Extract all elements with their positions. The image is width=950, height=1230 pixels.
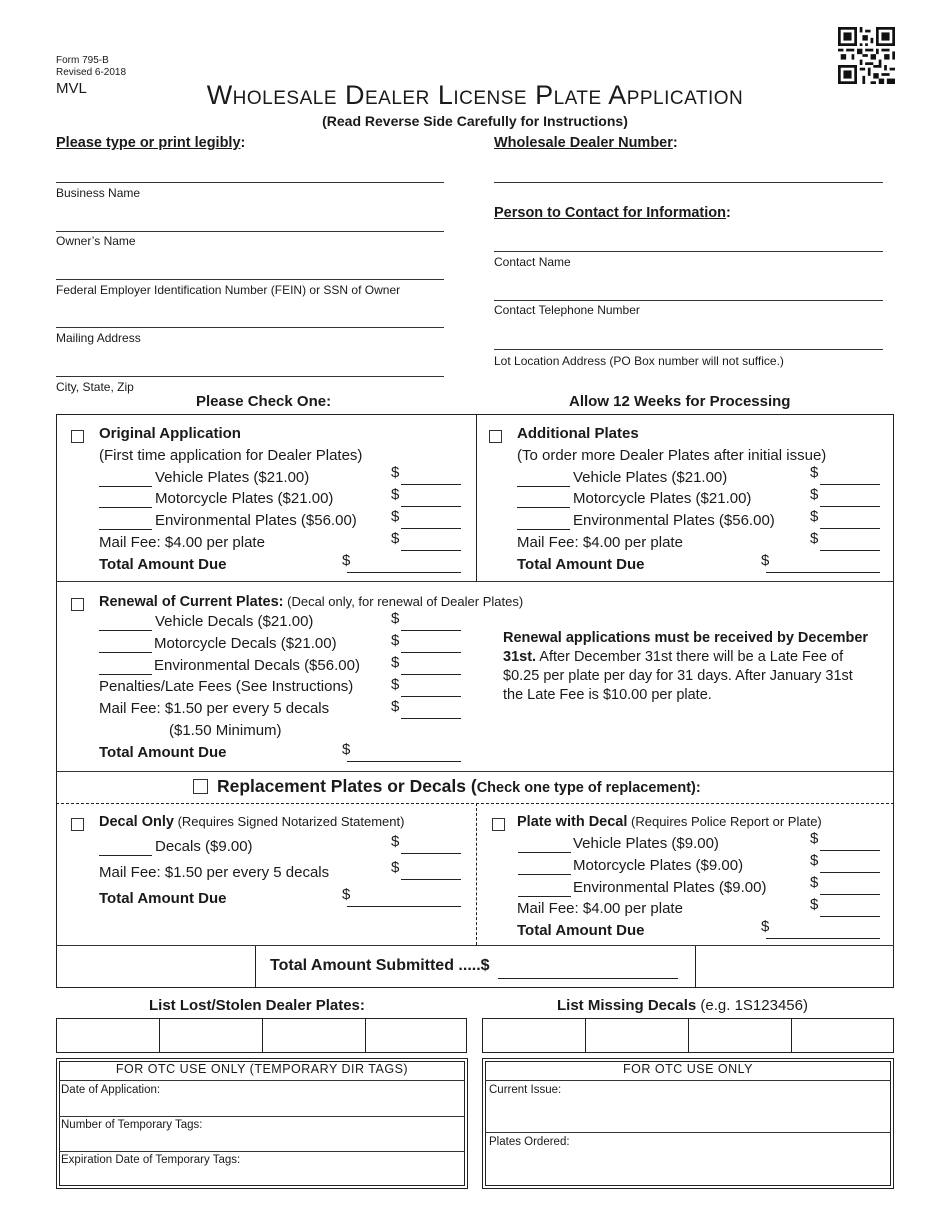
additional-item: Motorcycle Plates ($21.00) [573,490,752,507]
divider [695,946,696,987]
decal-only-mail-fee: Mail Fee: $1.50 per every 5 decals [99,864,330,881]
contact-name-line[interactable] [494,251,883,252]
original-application-checkbox[interactable] [71,430,84,443]
total-submitted-line[interactable] [498,978,678,979]
renewal-penalties: Penalties/Late Fees (See Instructions) [99,678,354,695]
renewal-item: Vehicle Decals ($21.00) [155,613,314,630]
additional-item: Environmental Plates ($56.00) [573,512,775,529]
date-of-application-label: Date of Application: [61,1084,161,1096]
owner-name-label: Owner’s Name [56,234,136,248]
amount-line[interactable] [401,853,461,854]
total-amount-line[interactable] [766,938,880,939]
dollar-sign: $ [761,918,770,935]
number-temp-tags-label: Number of Temporary Tags: [61,1119,203,1131]
divider [476,414,477,582]
dollar-sign: $ [391,698,400,715]
dollar-sign: $ [810,896,819,913]
amount-line[interactable] [401,528,461,529]
fein-line[interactable] [56,279,444,280]
additional-item: Vehicle Plates ($21.00) [573,469,728,486]
dollar-sign: $ [342,552,351,569]
plates-ordered-label: Plates Ordered: [489,1136,570,1148]
additional-total-label: Total Amount Due [517,556,645,573]
original-total-label: Total Amount Due [99,556,227,573]
divider [485,1080,891,1081]
amount-line[interactable] [401,674,461,675]
divider [255,946,256,987]
qty-line[interactable] [518,896,571,897]
dollar-sign: $ [391,859,400,876]
divider [56,771,894,772]
original-item: Environmental Plates ($56.00) [155,512,357,529]
contact-name-label: Contact Name [494,255,571,269]
qty-line[interactable] [99,630,152,631]
total-amount-line[interactable] [347,761,461,762]
dollar-sign: $ [810,486,819,503]
owner-name-line[interactable] [56,231,444,232]
renewal-notice: Renewal applications must be received by December 31st. After December 31st there will be a Late Fee of $0.25 per plate per day for 31 days. After January 31st the Late Fee is $10.00 per plate. [503,630,869,703]
qty-line[interactable] [517,507,570,508]
original-mail-fee: Mail Fee: $4.00 per plate [99,534,265,551]
renewal-item: Environmental Decals ($56.00) [154,657,360,674]
qty-line[interactable] [517,486,570,487]
divider [262,1018,263,1053]
contact-phone-label: Contact Telephone Number [494,303,640,317]
dollar-sign: $ [391,464,400,481]
dollar-sign: $ [810,830,819,847]
dollar-sign: $ [810,464,819,481]
divider [59,1080,465,1081]
divider [688,1018,689,1053]
amount-line[interactable] [820,528,880,529]
amount-line[interactable] [401,484,461,485]
missing-decal-input[interactable] [692,1025,787,1047]
dealer-number-line[interactable] [494,182,883,183]
lost-plate-input[interactable] [369,1025,464,1047]
dollar-sign: $ [810,852,819,869]
dollar-sign: $ [810,874,819,891]
dealer-number-heading: Wholesale Dealer Number: [494,135,678,151]
qty-line[interactable] [99,486,152,487]
plate-with-decal-checkbox[interactable] [492,818,505,831]
divider [56,945,894,946]
total-submitted-label: Total Amount Submitted .....$ [270,957,490,974]
dollar-sign: $ [391,632,400,649]
qty-line[interactable] [518,874,571,875]
replacement-checkbox[interactable] [193,779,208,794]
qty-line[interactable] [518,852,571,853]
plate-with-decal-total-label: Total Amount Due [517,922,645,939]
decal-only-total-label: Total Amount Due [99,890,227,907]
amount-line[interactable] [820,550,880,551]
amount-line[interactable] [401,879,461,880]
renewal-checkbox[interactable] [71,598,84,611]
page-subtitle: (Read Reverse Side Carefully for Instructions) [322,113,628,129]
original-title: Original Application [99,425,241,442]
dollar-sign: $ [391,530,400,547]
contact-phone-line[interactable] [494,300,883,301]
original-desc: (First time application for Dealer Plates) [99,447,363,464]
lot-address-label: Lot Location Address (PO Box number will not suffice.) [494,354,784,368]
dollar-sign: $ [391,486,400,503]
replacement-title: Replacement Plates or Decals (Check one type of replacement): [217,776,701,796]
decal-only-checkbox[interactable] [71,818,84,831]
lot-address-line[interactable] [494,349,883,350]
divider [159,1018,160,1053]
form-number: Form 795-B [56,55,109,66]
qty-line[interactable] [99,529,152,530]
form-revised: Revised 6-2018 [56,67,127,78]
agency-label: MVL [56,80,87,97]
amount-line[interactable] [401,696,461,697]
missing-decals-heading: List Missing Decals (e.g. 1S123456) [557,997,808,1014]
processing-note: Allow 12 Weeks for Processing [569,393,791,410]
plate-with-decal-item: Vehicle Plates ($9.00) [573,835,719,852]
amount-line[interactable] [820,872,880,873]
renewal-total-label: Total Amount Due [99,744,227,761]
amount-line[interactable] [401,550,461,551]
total-amount-line[interactable] [347,572,461,573]
business-name-line[interactable] [56,182,444,183]
dollar-sign: $ [391,654,400,671]
amount-line[interactable] [820,506,880,507]
divider [485,1132,891,1133]
current-issue-label: Current Issue: [489,1084,562,1096]
dollar-sign: $ [391,833,400,850]
dollar-sign: $ [761,552,770,569]
missing-decal-input[interactable] [486,1025,581,1047]
plate-with-decal-mail-fee: Mail Fee: $4.00 per plate [517,900,683,917]
additional-title: Additional Plates [517,425,639,442]
otc-right-title: FOR OTC USE ONLY [622,1062,753,1076]
original-item: Vehicle Plates ($21.00) [155,469,310,486]
plate-with-decal-title: Plate with Decal (Requires Police Report or Plate) [517,814,822,830]
missing-decal-input[interactable] [589,1025,684,1047]
lost-plate-input[interactable] [266,1025,361,1047]
dollar-sign: $ [342,741,351,758]
divider [585,1018,586,1053]
amount-line[interactable] [820,850,880,851]
qty-line[interactable] [99,652,152,653]
contact-heading: Person to Contact for Information: [494,205,731,221]
qty-line[interactable] [517,529,570,530]
dollar-sign: $ [810,508,819,525]
plate-with-decal-item: Environmental Plates ($9.00) [573,879,767,896]
decal-only-item: Decals ($9.00) [155,838,253,855]
divider [365,1018,366,1053]
dollar-sign: $ [810,530,819,547]
otc-left-title: FOR OTC USE ONLY (TEMPORARY DIR TAGS) [115,1062,409,1076]
renewal-mail-fee: Mail Fee: $1.50 per every 5 decals [99,700,330,717]
city-state-zip-label: City, State, Zip [56,380,134,394]
print-legibly-heading: Please type or print legibly: [56,135,246,151]
total-amount-line[interactable] [347,906,461,907]
divider [56,581,894,582]
city-state-zip-line[interactable] [56,376,444,377]
dashed-divider [476,803,477,945]
amount-line[interactable] [820,894,880,895]
renewal-title: Renewal of Current Plates: (Decal only, for renewal of Dealer Plates) [99,594,524,610]
additional-plates-checkbox[interactable] [489,430,502,443]
divider [59,1151,465,1152]
dollar-sign: $ [342,886,351,903]
amount-line[interactable] [401,718,461,719]
qty-line[interactable] [99,507,152,508]
additional-desc: (To order more Dealer Plates after initial issue) [517,447,827,464]
page-title: Wholesale Dealer License Plate Application [206,80,744,110]
divider [791,1018,792,1053]
mailing-address-label: Mailing Address [56,331,141,345]
fein-label: Federal Employer Identification Number (FEIN) or SSN of Owner [56,283,401,297]
plate-with-decal-item: Motorcycle Plates ($9.00) [573,857,744,874]
dollar-sign: $ [391,610,400,627]
lost-stolen-heading: List Lost/Stolen Dealer Plates: [149,997,365,1014]
additional-mail-fee: Mail Fee: $4.00 per plate [517,534,683,551]
amount-line[interactable] [820,916,880,917]
dollar-sign: $ [391,508,400,525]
decal-only-title: Decal Only (Requires Signed Notarized Statement) [99,814,405,830]
amount-line[interactable] [401,630,461,631]
dashed-divider [56,803,894,804]
qty-line[interactable] [99,855,152,856]
check-one-heading: Please Check One: [196,393,332,410]
qty-line[interactable] [99,674,152,675]
dollar-sign: $ [391,676,400,693]
original-item: Motorcycle Plates ($21.00) [155,490,334,507]
renewal-minimum: ($1.50 Minimum) [169,722,282,739]
lost-plate-input[interactable] [60,1025,155,1047]
missing-decal-input[interactable] [795,1025,890,1047]
qr-code [838,27,895,84]
total-amount-line[interactable] [766,572,880,573]
amount-line[interactable] [820,484,880,485]
expiration-temp-tags-label: Expiration Date of Temporary Tags: [61,1154,241,1166]
divider [59,1116,465,1117]
amount-line[interactable] [401,652,461,653]
renewal-item: Motorcycle Decals ($21.00) [154,635,337,652]
business-name-label: Business Name [56,186,141,200]
amount-line[interactable] [401,506,461,507]
lost-plate-input[interactable] [163,1025,258,1047]
mailing-address-line[interactable] [56,327,444,328]
